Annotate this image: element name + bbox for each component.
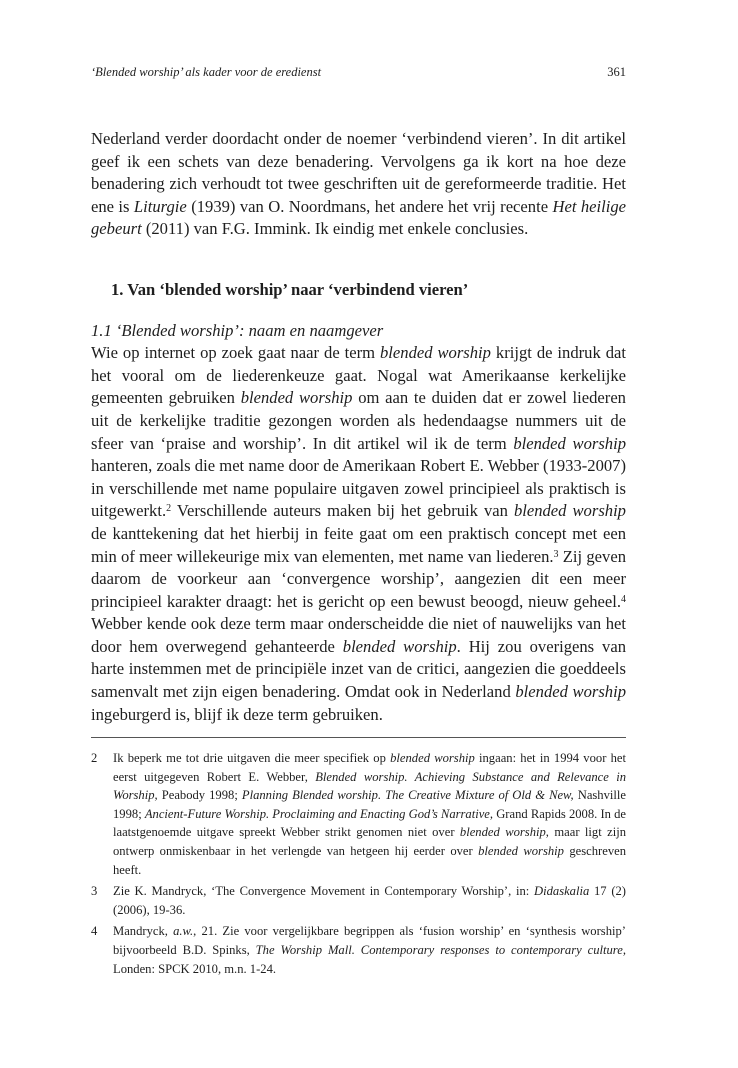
text-run: hanteren, zoals die met name door de Amerikaan Robert E. Webber (1933-2007) in verschillende met name populaire uitgaven zowel principieel als praktisch is uitgewerkt. [91,456,626,521]
text-run: de kanttekening dat het hierbij in feite gaat om een praktisch concept met een min of meer willekeurige mix van elementen, met name van liederen. [91,523,626,566]
footnote-ref[interactable]: 2 [166,503,172,515]
italic-run: Het heilige gebeurt [91,196,626,239]
italic-run: blended worship [240,388,353,408]
footnote-text [113,749,626,879]
italic-run: Liturgie [133,196,187,216]
footnotes [91,749,626,981]
main-paragraph [91,342,626,726]
footnote [91,922,626,978]
text-run: Mandryck, [113,924,174,939]
footnote-text [113,882,626,919]
italic-run: Blended worship. Achieving Substance and Relevance in Worship, [113,769,626,803]
footnote-ref[interactable]: 4 [621,593,626,605]
text-run: Londen: SPCK 2010, m.n. 1-24. [113,961,277,976]
running-head [91,64,626,80]
body-text [91,128,626,726]
italic-run: blended worship [459,825,546,840]
footnote-number: 2 [91,751,98,765]
footnote [91,749,626,879]
text-run: Peabody 1998; [157,788,242,803]
text-run: 17 (2) (2006), 19-36. [113,884,626,917]
footnote-text [113,922,626,978]
italic-run: blended worship [513,433,626,453]
text-run: krijgt de indruk dat het vooral om de liederenkeuze gaat. Nogal wat Amerikaanse kerkelijke gemeenten gebruiken [91,343,626,408]
italic-run: blended worship [380,343,491,363]
text-run: (1939) van O. Noordmans, het andere het vrij recente [186,196,553,216]
italic-run: blended worship [342,636,457,656]
text-run: (2011) van F.G. Immink. Ik eindig met enkele conclusies. [141,219,529,239]
text-run: . Hij zou overigens van harte instemmen met de principiële inzet van de critici, aangezien die goeddeels samenvalt met zijn eigen benadering. Omdat ook in Nederland [91,636,626,702]
italic-run: Planning Blended worship. The Creative Mixture of Old & New, [241,788,574,803]
text-run: geschreven heeft. [113,843,626,877]
page [91,0,626,1068]
text-run: Nederland verder doordacht onder de noemer ‘verbindend vieren’. In dit artikel geef ik een schets van deze benadering. Vervolgens ga ik kort na hoe deze benadering zich verhoudt tot twee geschriften uit de gereformeerde traditie. Het ene is [91,129,626,216]
text-run: Webber kende ook deze term maar onderscheidde die niet of nauwelijks van het door hem overwegend gehanteerde [91,614,626,656]
italic-run: blended worship [478,843,564,858]
italic-run: Didaskalia [534,884,590,899]
italic-run: blended worship [513,501,626,521]
page-number: 361 [607,65,626,79]
text-run: , maar ligt zijn ontwerp onmiskenbaar in het verlengde van hetgeen hij eerder over [113,825,626,858]
text-run: Ik beperk me tot drie uitgaven die meer specifiek op [113,751,391,765]
text-run: , 21. Zie voor vergelijkbare begrippen als ‘fusion worship’ en ‘synthesis worship’ bijvoorbeeld B.D. Spinks, [113,924,626,957]
text-run: ingeburgerd is, blijf ik deze term gebruiken. [91,704,383,724]
italic-run: The Worship Mall. Contemporary responses to contemporary culture, [255,942,626,957]
italic-run: blended worship [390,751,475,765]
text-run: Nashville 1998; [113,788,626,821]
intro-paragraph [91,128,626,241]
text-run: Wie op internet op zoek gaat naar de term [91,343,380,363]
footnote-ref[interactable]: 3 [553,548,559,560]
footnote-number: 3 [91,884,98,899]
subsection-heading: 1.1 ‘Blended worship’: naam en naamgever [91,320,384,340]
text-run: Zie K. Mandryck, ‘The Convergence Movement in Contemporary Worship’, in: [113,884,534,899]
text-run: Zij geven daarom de voorkeur aan ‘convergence worship’, aangezien dit een meer principieel karakter draagt: het is gericht op een bewust beoogd, nieuw geheel. [91,546,626,611]
section-heading: 1. Van ‘blended worship’ naar ‘verbindend vieren’ [111,279,469,299]
italic-run: blended worship [515,682,626,702]
footnote-rule [91,737,626,738]
running-head-title: ‘Blended worship’ als kader voor de eredienst [91,65,322,79]
footnote [91,882,626,919]
italic-run: a.w. [173,924,194,939]
italic-run: Ancient-Future Worship. Proclaiming and Enacting God’s Narrative, [144,806,494,821]
text-run: om aan te duiden dat er zowel liederen uit de kerkelijke traditie gezongen worden als hedendaagse nummers uit de sfeer van ‘praise and worship’. In dit artikel wil ik de term [91,388,626,453]
text-run: Verschillende auteurs maken bij het gebruik van [171,501,514,521]
text-run: ingaan: het in 1994 voor het eerst uitgegeven Robert E. Webber, [113,751,626,784]
text-run: Grand Rapids 2008. In de laatstgenoemde uitgave spreekt Webber strikt genomen niet over [113,806,626,840]
footnote-number: 4 [91,924,98,939]
